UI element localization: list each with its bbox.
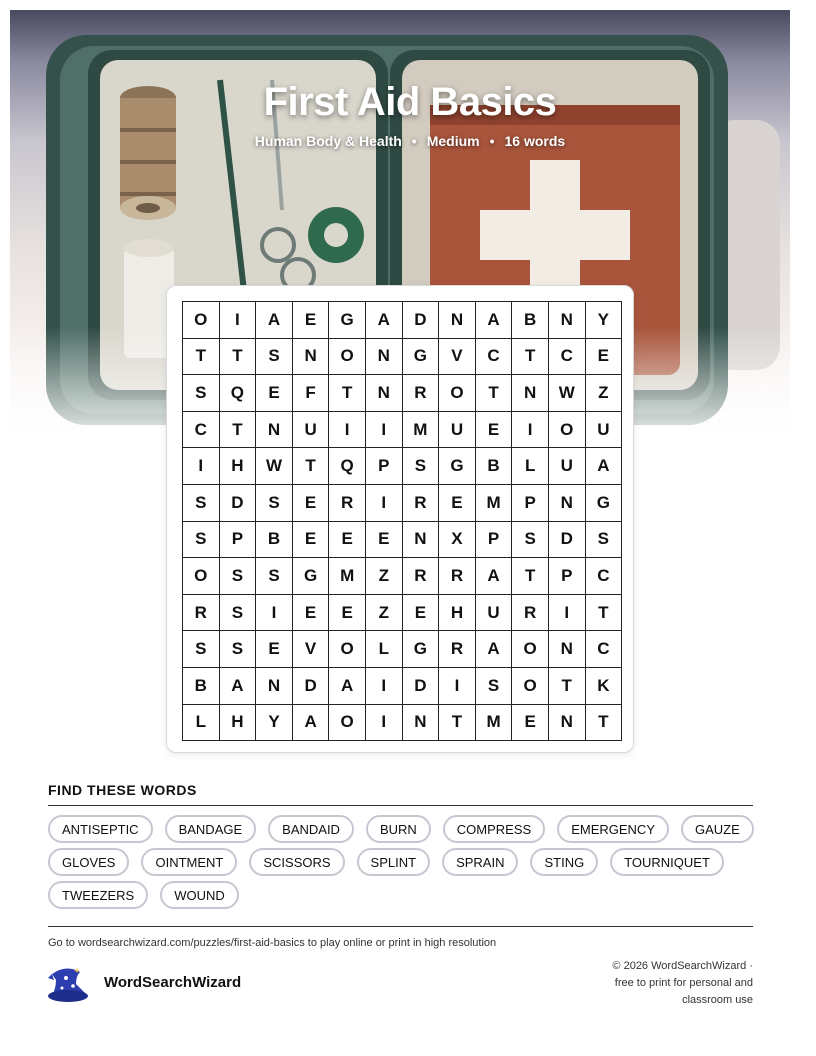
grid-cell[interactable]: S <box>586 522 623 559</box>
grid-cell[interactable]: O <box>183 558 220 595</box>
grid-cell[interactable]: N <box>293 339 330 376</box>
grid-cell[interactable]: N <box>439 302 476 339</box>
grid-cell[interactable]: G <box>329 302 366 339</box>
grid-cell[interactable]: G <box>293 558 330 595</box>
puzzle-title: First Aid Basics <box>263 80 557 124</box>
grid-cell[interactable]: E <box>512 705 549 742</box>
divider <box>48 926 753 927</box>
grid-cell[interactable]: R <box>403 558 440 595</box>
grid-cell[interactable]: I <box>220 302 257 339</box>
grid-cell[interactable]: L <box>366 631 403 668</box>
grid-cell[interactable]: N <box>256 668 293 705</box>
grid-cell[interactable]: E <box>293 595 330 632</box>
grid-cell[interactable]: D <box>549 522 586 559</box>
wizard-hat-icon <box>46 962 92 1002</box>
word-pill: SPRAIN <box>442 848 518 876</box>
grid-cell[interactable]: S <box>220 595 257 632</box>
grid-cell[interactable]: Y <box>586 302 623 339</box>
copyright-notice <box>583 958 753 1009</box>
grid-cell[interactable]: F <box>293 375 330 412</box>
copyright-line: classroom use <box>682 994 753 1006</box>
grid-cell[interactable]: E <box>256 631 293 668</box>
grid-cell[interactable]: E <box>329 595 366 632</box>
word-pill: BANDAGE <box>165 815 257 843</box>
word-pill: STING <box>530 848 598 876</box>
grid-cell[interactable]: C <box>586 631 623 668</box>
grid-cell[interactable]: G <box>403 339 440 376</box>
grid-cell[interactable]: S <box>183 485 220 522</box>
grid-cell[interactable]: S <box>476 668 513 705</box>
grid-cell[interactable]: G <box>439 448 476 485</box>
grid-cell[interactable]: B <box>183 668 220 705</box>
grid-cell[interactable]: H <box>220 448 257 485</box>
grid-cell[interactable]: N <box>366 339 403 376</box>
word-pill: GLOVES <box>48 848 129 876</box>
grid-cell[interactable]: A <box>366 302 403 339</box>
grid-cell[interactable]: K <box>586 668 623 705</box>
grid-cell[interactable]: P <box>549 558 586 595</box>
word-pill: EMERGENCY <box>557 815 669 843</box>
grid-cell[interactable]: M <box>329 558 366 595</box>
grid-cell[interactable]: R <box>183 595 220 632</box>
word-pill: BURN <box>366 815 431 843</box>
grid-cell[interactable]: D <box>403 668 440 705</box>
grid-cell[interactable]: M <box>476 485 513 522</box>
grid-cell[interactable]: I <box>366 485 403 522</box>
grid-cell[interactable]: I <box>439 668 476 705</box>
grid-cell[interactable]: C <box>586 558 623 595</box>
grid-cell[interactable]: E <box>439 485 476 522</box>
grid-cell[interactable]: D <box>220 485 257 522</box>
grid-cell[interactable]: I <box>366 705 403 742</box>
grid-cell[interactable]: Y <box>256 705 293 742</box>
grid-cell[interactable]: R <box>439 558 476 595</box>
grid-cell[interactable]: T <box>183 339 220 376</box>
grid-cell[interactable]: N <box>512 375 549 412</box>
grid-cell[interactable]: O <box>512 631 549 668</box>
grid-cell[interactable]: R <box>439 631 476 668</box>
grid-cell[interactable]: S <box>220 631 257 668</box>
brand-name: WordSearchWizard <box>104 973 242 991</box>
grid-cell[interactable]: S <box>183 375 220 412</box>
grid-cell[interactable]: N <box>549 705 586 742</box>
word-count-label: 16 words <box>504 133 566 149</box>
grid-cell[interactable]: I <box>183 448 220 485</box>
copyright-line: free to print for personal and <box>614 977 753 989</box>
copyright-line: © 2026 WordSearchWizard · <box>612 960 753 972</box>
divider <box>48 805 753 806</box>
grid-cell[interactable]: D <box>403 302 440 339</box>
grid-cell[interactable]: L <box>512 448 549 485</box>
word-pill: OINTMENT <box>141 848 237 876</box>
difficulty-label: Medium <box>426 133 480 149</box>
grid-cell[interactable]: N <box>549 302 586 339</box>
word-pill: TOURNIQUET <box>610 848 724 876</box>
grid-cell[interactable]: E <box>586 339 623 376</box>
grid-cell[interactable]: U <box>439 412 476 449</box>
grid-cell[interactable]: V <box>439 339 476 376</box>
grid-cell[interactable]: Z <box>366 595 403 632</box>
grid-cell[interactable]: I <box>329 412 366 449</box>
grid-cell[interactable]: S <box>256 339 293 376</box>
grid-cell[interactable]: B <box>476 448 513 485</box>
grid-cell[interactable]: B <box>512 302 549 339</box>
grid-cell[interactable]: T <box>220 412 257 449</box>
grid-cell[interactable]: P <box>476 522 513 559</box>
grid-cell[interactable]: O <box>439 375 476 412</box>
grid-cell[interactable]: L <box>183 705 220 742</box>
grid-cell[interactable]: U <box>549 448 586 485</box>
word-pill: ANTISEPTIC <box>48 815 153 843</box>
word-pill: SCISSORS <box>249 848 344 876</box>
grid-cell[interactable]: Z <box>586 375 623 412</box>
grid-cell[interactable]: R <box>329 485 366 522</box>
grid-cell[interactable]: I <box>366 668 403 705</box>
grid-cell[interactable]: W <box>549 375 586 412</box>
grid-cell[interactable]: S <box>183 631 220 668</box>
grid-cell[interactable]: U <box>586 412 623 449</box>
grid-cell[interactable]: A <box>476 558 513 595</box>
grid-cell[interactable]: E <box>256 375 293 412</box>
grid-cell[interactable]: R <box>512 595 549 632</box>
grid-cell[interactable]: A <box>586 448 623 485</box>
grid-cell[interactable]: T <box>329 375 366 412</box>
grid-cell[interactable]: E <box>293 302 330 339</box>
grid-cell[interactable]: P <box>366 448 403 485</box>
brand-logo[interactable] <box>46 962 241 1002</box>
grid-cell[interactable]: E <box>476 412 513 449</box>
grid-cell[interactable]: G <box>403 631 440 668</box>
grid-cell[interactable]: T <box>220 339 257 376</box>
grid-cell[interactable]: V <box>293 631 330 668</box>
word-list <box>48 815 758 909</box>
grid-cell[interactable]: N <box>403 705 440 742</box>
grid-cell[interactable]: O <box>329 339 366 376</box>
word-pill: COMPRESS <box>443 815 545 843</box>
grid-cell[interactable]: R <box>403 375 440 412</box>
grid-cell[interactable]: W <box>256 448 293 485</box>
play-online-link[interactable]: Go to wordsearchwizard.com/puzzles/first-aid-basics to play online or print in high resolution <box>48 937 497 949</box>
word-pill: SPLINT <box>357 848 431 876</box>
grid-cell[interactable]: A <box>220 668 257 705</box>
grid-cell[interactable]: A <box>256 302 293 339</box>
grid-cell[interactable]: T <box>586 705 623 742</box>
grid-cell[interactable]: C <box>183 412 220 449</box>
grid-cell[interactable]: E <box>293 522 330 559</box>
separator-dot: • <box>411 133 417 149</box>
word-pill: GAUZE <box>681 815 754 843</box>
grid-cell[interactable]: N <box>549 485 586 522</box>
puzzle-grid-card <box>166 285 634 753</box>
grid-cell[interactable]: R <box>403 485 440 522</box>
letter-grid[interactable] <box>182 301 622 741</box>
grid-cell[interactable]: I <box>366 412 403 449</box>
word-pill: TWEEZERS <box>48 881 148 909</box>
grid-cell[interactable]: N <box>549 631 586 668</box>
grid-cell[interactable]: S <box>183 522 220 559</box>
grid-cell[interactable]: Q <box>329 448 366 485</box>
grid-cell[interactable]: C <box>549 339 586 376</box>
grid-cell[interactable]: N <box>256 412 293 449</box>
grid-cell[interactable]: S <box>256 558 293 595</box>
grid-cell[interactable]: B <box>256 522 293 559</box>
word-list-heading: FIND THESE WORDS <box>48 782 197 798</box>
grid-cell[interactable]: X <box>439 522 476 559</box>
grid-cell[interactable]: G <box>586 485 623 522</box>
grid-cell[interactable]: I <box>549 595 586 632</box>
grid-cell[interactable]: Z <box>366 558 403 595</box>
grid-cell[interactable]: N <box>403 522 440 559</box>
grid-cell[interactable]: O <box>183 302 220 339</box>
separator-dot: • <box>489 133 495 149</box>
grid-cell[interactable]: T <box>293 448 330 485</box>
grid-cell[interactable]: H <box>439 595 476 632</box>
grid-cell[interactable]: M <box>403 412 440 449</box>
grid-cell[interactable]: O <box>512 668 549 705</box>
grid-cell[interactable]: S <box>220 558 257 595</box>
grid-cell[interactable]: P <box>220 522 257 559</box>
grid-cell[interactable]: T <box>586 595 623 632</box>
grid-cell[interactable]: S <box>256 485 293 522</box>
grid-cell[interactable]: E <box>293 485 330 522</box>
grid-cell[interactable]: D <box>293 668 330 705</box>
grid-cell[interactable]: H <box>220 705 257 742</box>
grid-cell[interactable]: E <box>403 595 440 632</box>
grid-cell[interactable]: O <box>329 705 366 742</box>
grid-cell[interactable]: T <box>512 339 549 376</box>
grid-cell[interactable]: T <box>512 558 549 595</box>
grid-cell[interactable]: A <box>476 631 513 668</box>
grid-cell[interactable]: I <box>512 412 549 449</box>
grid-cell[interactable]: A <box>476 302 513 339</box>
category-label: Human Body & Health <box>254 133 402 149</box>
grid-cell[interactable]: T <box>476 375 513 412</box>
word-pill: WOUND <box>160 881 239 909</box>
grid-cell[interactable]: U <box>293 412 330 449</box>
grid-cell[interactable]: O <box>329 631 366 668</box>
grid-cell[interactable]: Q <box>220 375 257 412</box>
grid-cell[interactable]: I <box>256 595 293 632</box>
grid-cell[interactable]: E <box>329 522 366 559</box>
grid-cell[interactable]: O <box>549 412 586 449</box>
grid-cell[interactable]: C <box>476 339 513 376</box>
grid-cell[interactable]: N <box>366 375 403 412</box>
grid-cell[interactable]: E <box>366 522 403 559</box>
grid-cell[interactable]: S <box>512 522 549 559</box>
grid-cell[interactable]: T <box>439 705 476 742</box>
grid-cell[interactable]: T <box>549 668 586 705</box>
grid-cell[interactable]: U <box>476 595 513 632</box>
grid-cell[interactable]: P <box>512 485 549 522</box>
grid-cell[interactable]: S <box>403 448 440 485</box>
grid-cell[interactable]: M <box>476 705 513 742</box>
puzzle-meta <box>10 133 790 149</box>
word-pill: BANDAID <box>268 815 354 843</box>
grid-cell[interactable]: A <box>293 705 330 742</box>
grid-cell[interactable]: A <box>329 668 366 705</box>
